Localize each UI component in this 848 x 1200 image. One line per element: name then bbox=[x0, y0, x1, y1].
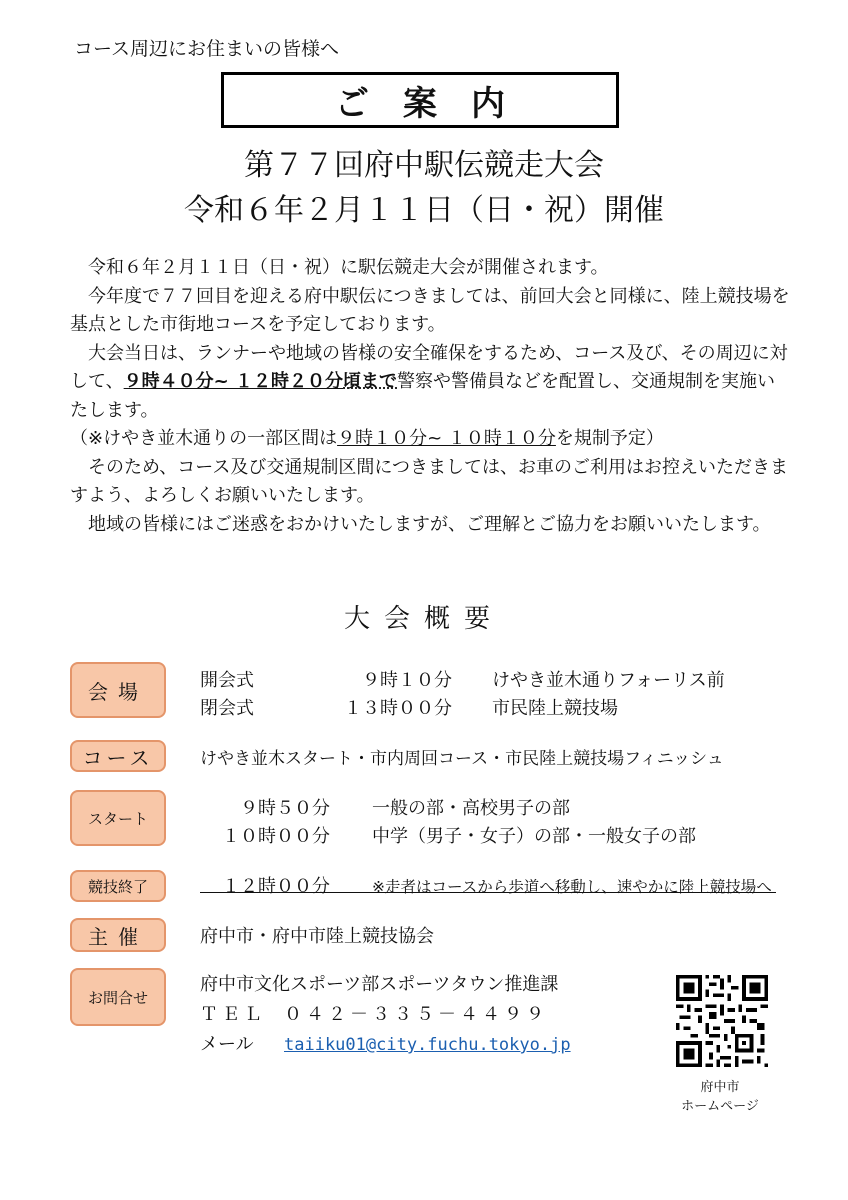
title-box bbox=[221, 72, 619, 128]
venue-event-time: ９時１０分 bbox=[362, 670, 452, 691]
end-time: １２時００分 bbox=[222, 876, 330, 897]
paragraph-3-start: 大会当日は、ランナーや地域の皆様の安全確保をするため、コース及び、その周辺に対して、 bbox=[70, 342, 788, 392]
start-row-1 bbox=[200, 794, 570, 820]
qr-code[interactable] bbox=[676, 975, 768, 1067]
qr-caption-line2: ホームページ bbox=[681, 1099, 759, 1114]
start-desc: 中学（男子・女子）の部・一般女子の部 bbox=[372, 826, 696, 847]
tel-number: ０４２－３３５－４４９９ bbox=[284, 1004, 548, 1025]
body-text bbox=[70, 254, 790, 539]
venue-event-place: けやき並木通りフォーリス前 bbox=[492, 670, 725, 691]
page-title: ご案内 bbox=[335, 83, 539, 124]
venue-event-time: １３時００分 bbox=[344, 698, 452, 719]
contact-tel-row bbox=[200, 1000, 548, 1026]
event-date: 令和６年２月１１日（日・祝）開催 bbox=[184, 193, 664, 228]
keyaki-restriction-time: ９時１０分~ １０時１０分 bbox=[337, 428, 556, 449]
start-time: ９時５０分 bbox=[240, 798, 330, 819]
venue-event-name: 開会式 bbox=[200, 670, 254, 691]
contact-dept: 府中市文化スポーツ部スポーツタウン推進課 bbox=[200, 974, 559, 995]
event-name: 第７７回府中駅伝競走大会 bbox=[244, 148, 604, 183]
start-time: １０時００分 bbox=[222, 826, 330, 847]
tel-label: ＴＥＬ bbox=[200, 1004, 266, 1025]
paragraph-4-end: を規制予定） bbox=[555, 428, 664, 449]
organizer-label: 主催 bbox=[70, 918, 166, 952]
paragraph-3-end: 警察や警備員などを配置し、交通規制を実施いたします。 bbox=[70, 371, 775, 421]
paragraph-3 bbox=[70, 340, 790, 426]
organizer-text: 府中市・府中市陸上競技協会 bbox=[200, 926, 434, 947]
venue-event-name: 閉会式 bbox=[200, 698, 254, 719]
venue-row-close bbox=[200, 694, 618, 720]
end-label: 競技終了 bbox=[70, 870, 166, 902]
venue-label: 会場 bbox=[70, 662, 166, 718]
course-text: けやき並木スタート・市内周回コース・市民陸上競技場フィニッシュ bbox=[200, 749, 724, 769]
restriction-until: 頃まで bbox=[343, 371, 397, 392]
venue-event-place: 市民陸上競技場 bbox=[492, 698, 618, 719]
paragraph-4 bbox=[70, 425, 790, 454]
paragraph-4-start: （※けやき並木通りの一部区間は bbox=[70, 428, 338, 449]
qr-caption bbox=[650, 1078, 790, 1116]
end-note: ※走者はコースから歩道へ移動し、速やかに陸上競技場へ bbox=[372, 878, 772, 896]
overview-title: 大会概要 bbox=[343, 604, 504, 634]
venue-row-open bbox=[200, 666, 725, 692]
paragraph-2: 今年度で７７回目を迎える府中駅伝につきましては、前回大会と同様に、陸上競技場を基点とした市街地コースを予定しております。 bbox=[70, 285, 790, 335]
contact-label: お問合せ bbox=[70, 968, 166, 1026]
restriction-time: ９時４０分~ １２時２０分 bbox=[123, 371, 343, 392]
course-label: コース bbox=[70, 740, 166, 772]
greeting: コース周辺にお住まいの皆様へ bbox=[74, 38, 340, 60]
start-label: スタート bbox=[70, 790, 166, 846]
start-row-2 bbox=[200, 822, 696, 848]
paragraph-1: 令和６年２月１１日（日・祝）に駅伝競走大会が開催されます。 bbox=[88, 257, 609, 278]
qr-caption-line1: 府中市 bbox=[700, 1080, 740, 1095]
paragraph-5: そのため、コース及び交通規制区間につきましては、お車のご利用はお控えいただきますよう、よろしくお願いいたします。 bbox=[70, 456, 789, 506]
contact-mail-row bbox=[200, 1030, 571, 1056]
end-row-underline bbox=[200, 892, 776, 893]
mail-link[interactable]: taiiku01@city.fuchu.tokyo.jp bbox=[284, 1035, 571, 1055]
paragraph-6: 地域の皆様にはご迷惑をおかけいたしますが、ご理解とご協力をお願いいたします。 bbox=[88, 513, 771, 535]
start-desc: 一般の部・高校男子の部 bbox=[372, 798, 570, 819]
end-row bbox=[200, 872, 772, 898]
mail-label: メール bbox=[200, 1034, 254, 1055]
